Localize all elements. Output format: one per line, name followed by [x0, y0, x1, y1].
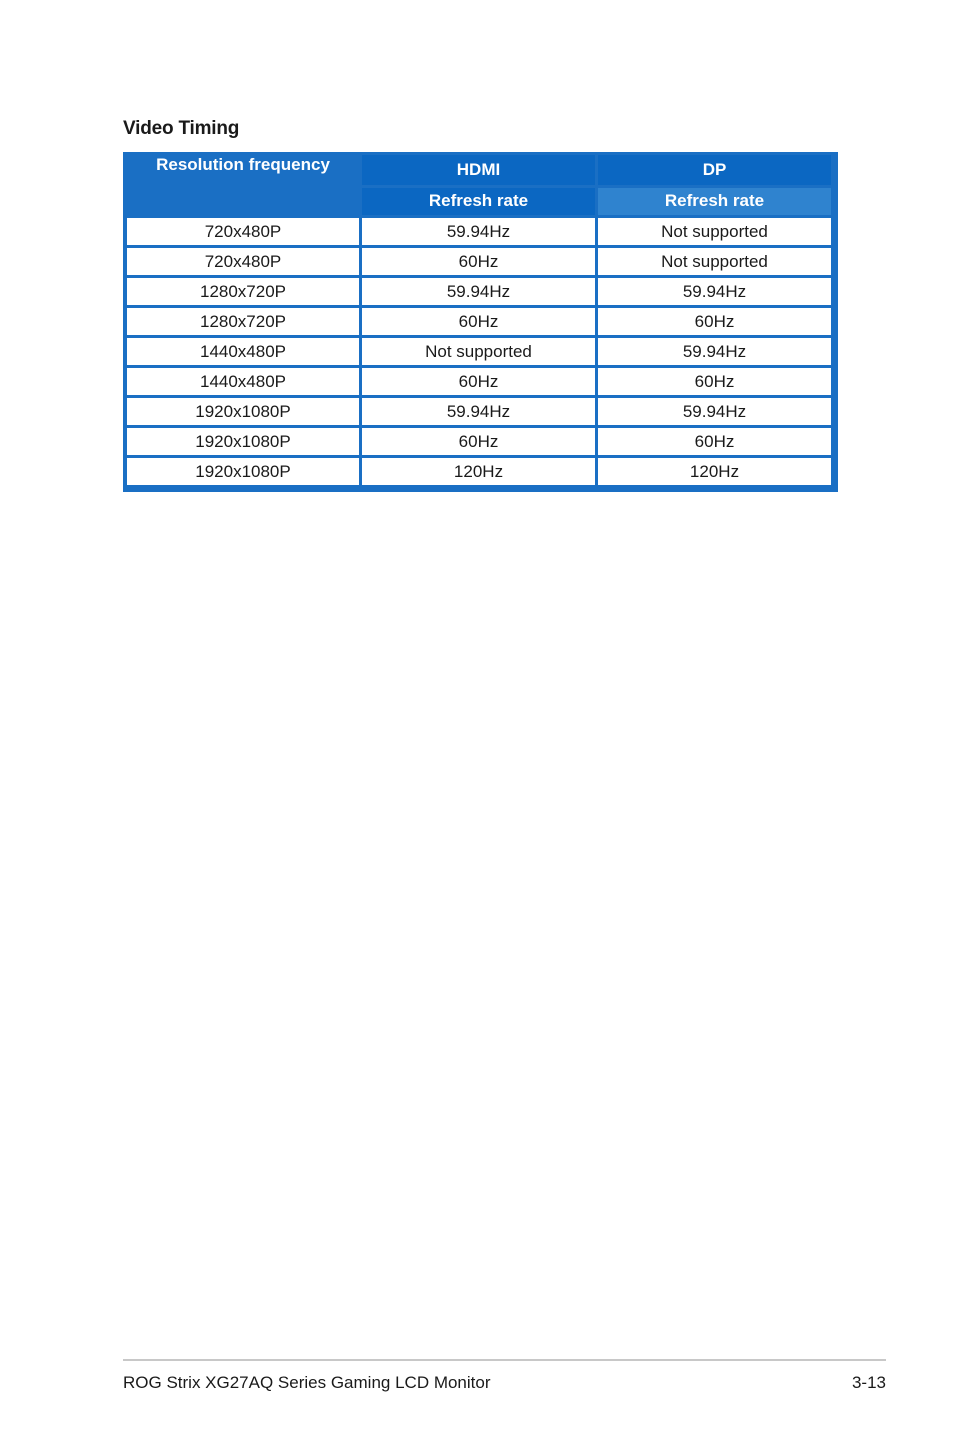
- cell-dp-rate: 59.94Hz: [598, 398, 831, 425]
- cell-resolution: 1280x720P: [127, 308, 359, 335]
- cell-hdmi-rate: 60Hz: [362, 428, 595, 455]
- cell-dp-rate: 60Hz: [598, 308, 831, 335]
- video-timing-table-frame: [123, 152, 838, 492]
- table-row: [127, 398, 831, 425]
- cell-hdmi-rate: 60Hz: [362, 248, 595, 275]
- cell-resolution: 720x480P: [127, 218, 359, 245]
- cell-hdmi-rate: 59.94Hz: [362, 398, 595, 425]
- cell-hdmi-rate: 59.94Hz: [362, 218, 595, 245]
- cell-resolution: 1920x1080P: [127, 398, 359, 425]
- header-resolution-frequency: Resolution frequency: [127, 155, 359, 215]
- cell-resolution: 1920x1080P: [127, 428, 359, 455]
- cell-resolution: 1440x480P: [127, 338, 359, 365]
- cell-hdmi-rate: 59.94Hz: [362, 278, 595, 305]
- cell-dp-rate: Not supported: [598, 218, 831, 245]
- cell-dp-rate: 59.94Hz: [598, 278, 831, 305]
- cell-resolution: 720x480P: [127, 248, 359, 275]
- table-row: [127, 218, 831, 245]
- table-row: [127, 278, 831, 305]
- video-timing-table: [124, 152, 834, 488]
- cell-hdmi-rate: 60Hz: [362, 308, 595, 335]
- header-dp-refresh-rate: Refresh rate: [598, 188, 831, 215]
- footer-page-number: 3-13: [851, 1373, 886, 1392]
- section-title: Video Timing: [123, 118, 240, 139]
- cell-resolution: 1280x720P: [127, 278, 359, 305]
- cell-dp-rate: 60Hz: [598, 428, 831, 455]
- footer-divider: [123, 1359, 886, 1361]
- table-row: [127, 368, 831, 395]
- cell-dp-rate: 120Hz: [598, 458, 831, 485]
- cell-dp-rate: Not supported: [598, 248, 831, 275]
- header-dp: DP: [598, 155, 831, 185]
- cell-dp-rate: 60Hz: [598, 368, 831, 395]
- table-row: [127, 338, 831, 365]
- cell-hdmi-rate: Not supported: [362, 338, 595, 365]
- table-row: [127, 248, 831, 275]
- cell-hdmi-rate: 60Hz: [362, 368, 595, 395]
- header-hdmi: HDMI: [362, 155, 595, 185]
- footer-product-name: ROG Strix XG27AQ Series Gaming LCD Monitor: [123, 1373, 491, 1392]
- cell-resolution: 1920x1080P: [127, 458, 359, 485]
- table-row: [127, 308, 831, 335]
- table-header-row: [127, 155, 831, 185]
- cell-resolution: 1440x480P: [127, 368, 359, 395]
- cell-hdmi-rate: 120Hz: [362, 458, 595, 485]
- table-row: [127, 428, 831, 455]
- table-row: [127, 458, 831, 485]
- header-hdmi-refresh-rate: Refresh rate: [362, 188, 595, 215]
- cell-dp-rate: 59.94Hz: [598, 338, 831, 365]
